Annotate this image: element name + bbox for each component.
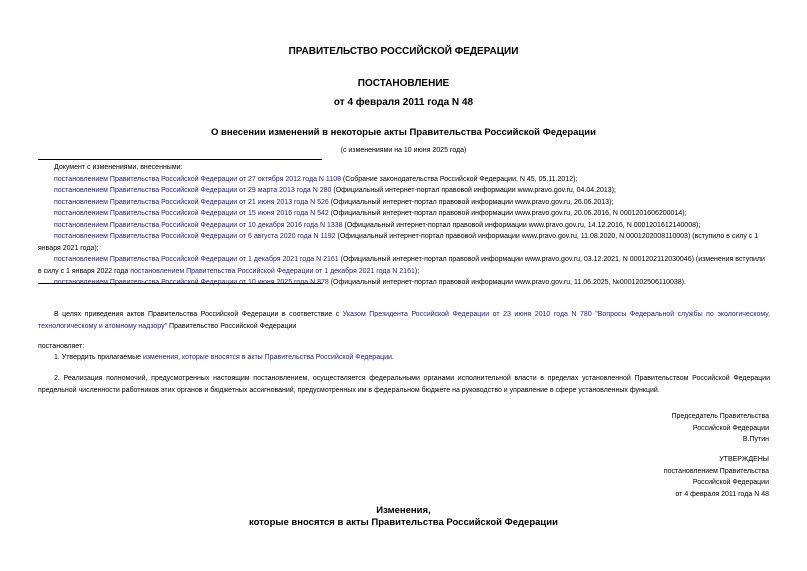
decides-label: постановляет: bbox=[38, 343, 85, 350]
signature-position: Председатель Правительства bbox=[671, 413, 769, 420]
decree-link[interactable]: Указом Президента Российской Федерации от 23 июня 2010 года N 780 "Вопросы Федеральной службы по экологическому, технологическому и атомному надзору" bbox=[38, 311, 770, 330]
amendment-link-7b[interactable]: постановлением Правительства Российской Федерации от 1 декабря 2021 года N 2161 bbox=[130, 267, 415, 275]
amendment-source-4: (Официальный интернет-портал правовой информации www.pravo.gov.ru, 20.06.2016, N 0001201606200014); bbox=[328, 210, 687, 217]
amendment-source-7: (Официальный интернет-портал правовой информации www.pravo.gov.ru, 03.12.2021, N 0001202112030046) (изменения вступили в силу с 1 января 2022 года bbox=[38, 256, 765, 275]
amendment-source-7b: ); bbox=[414, 267, 420, 275]
amendment-source-6: (Официальный интернет-портал правовой информации www.pravo.gov.ru, 11.08.2020, N 0001202008110003) (вступило в силу с 1 января 2021 года); bbox=[38, 233, 759, 252]
annex-title-2: которые вносятся в акты Правительства Российской Федерации bbox=[249, 517, 558, 528]
preamble bbox=[38, 309, 770, 332]
amendment-link-6[interactable]: постановлением Правительства Российской Федерации от 6 августа 2020 года N 1192 bbox=[54, 233, 336, 240]
document-date-number: от 4 февраля 2011 года N 48 bbox=[333, 97, 474, 108]
approval-date: от 4 февраля 2011 года N 48 bbox=[675, 490, 769, 498]
amendment-link-4[interactable]: постановлением Правительства Российской Федерации от 15 июня 2016 года N 542 bbox=[54, 210, 329, 217]
paragraph-2: 2. Реализация полномочий, предусмотренных настоящим постановлением, осуществляется федеральными органами исполнительной власти в пределах установленной Правительством Российской Федерации предельной численности работников этих органов и бюджетных ассигнований, предусмотренных им в федеральном бюджете на руководство и управление в сфере установленных функций. bbox=[38, 375, 770, 394]
amendment-source-5: (Официальный интернет-портал правовой информации www.pravo.gov.ru, 14.12.2016, N 0001201612140008); bbox=[342, 221, 701, 229]
signature-country: Российской Федерации bbox=[692, 424, 769, 432]
signature-name: В.Путин bbox=[742, 436, 769, 443]
divider-bottom bbox=[38, 283, 322, 284]
amendment-link-8[interactable]: постановлением Правительства Российской Федерации от 10 июня 2025 года N 878 bbox=[54, 279, 329, 286]
document-title: О внесении изменений в некоторые акты Правительства Российской Федерации bbox=[211, 127, 596, 138]
amendments-list bbox=[38, 162, 770, 289]
approval-country: Российской Федерации bbox=[692, 479, 769, 486]
amendment-source-8: (Официальный интернет-портал правовой информации www.pravo.gov.ru, 11.06.2025, №0001202506110038). bbox=[328, 279, 686, 286]
government-name: ПРАВИТЕЛЬСТВО РОССИЙСКОЙ ФЕДЕРАЦИИ bbox=[288, 46, 519, 57]
amendment-link-1[interactable]: постановлением Правительства Российской Федерации от 27 октября 2012 года N 1108 bbox=[54, 175, 341, 183]
paragraph-1-end: . bbox=[391, 354, 394, 361]
approval-block bbox=[664, 454, 769, 500]
amendment-link-5[interactable]: постановлением Правительства Российской Федерации от 10 декабря 2016 года N 1338 bbox=[54, 221, 343, 229]
amendment-source-3: (Официальный интернет-портал правовой информации www.pravo.gov.ru, 26.06.2013); bbox=[328, 198, 614, 206]
document-type: ПОСТАНОВЛЕНИЕ bbox=[357, 78, 450, 89]
amendment-source-1: (Собрание законодательства Российской Федерации, N 45, 05.11.2012); bbox=[340, 175, 578, 183]
paragraph-1-start: 1. Утвердить прилагаемые bbox=[54, 354, 143, 361]
amendment-source-2: (Официальный интернет-портал правовой информации www.pravo.gov.ru, 04.04.2013); bbox=[331, 187, 616, 194]
signature-block bbox=[672, 411, 769, 446]
amendment-link-7[interactable]: постановлением Правительства Российской Федерации от 1 декабря 2021 года N 2161 bbox=[54, 256, 339, 263]
preamble-end: Правительство Российской Федерации bbox=[167, 322, 297, 330]
amendment-link-3[interactable]: постановлением Правительства Российской Федерации от 21 июня 2013 года N 526 bbox=[54, 198, 329, 206]
revision-note: (с изменениями на 10 июня 2025 года) bbox=[340, 147, 467, 154]
annex-title-1: Изменения, bbox=[376, 505, 431, 516]
divider-top bbox=[38, 159, 322, 160]
preamble-start: В целях приведения актов Правительства Российской Федерации в соответствие с bbox=[54, 311, 343, 318]
approval-label: УТВЕРЖДЕНЫ bbox=[719, 456, 769, 463]
approval-by: постановлением Правительства bbox=[663, 467, 769, 475]
amendments-intro: Документ с изменениями, внесенными: bbox=[54, 164, 183, 171]
changes-link[interactable]: изменения, которые вносятся в акты Правительства Российской Федерации bbox=[142, 354, 392, 361]
amendment-link-2[interactable]: постановлением Правительства Российской Федерации от 29 марта 2013 года N 280 bbox=[54, 187, 332, 194]
paragraph-1 bbox=[38, 352, 770, 364]
